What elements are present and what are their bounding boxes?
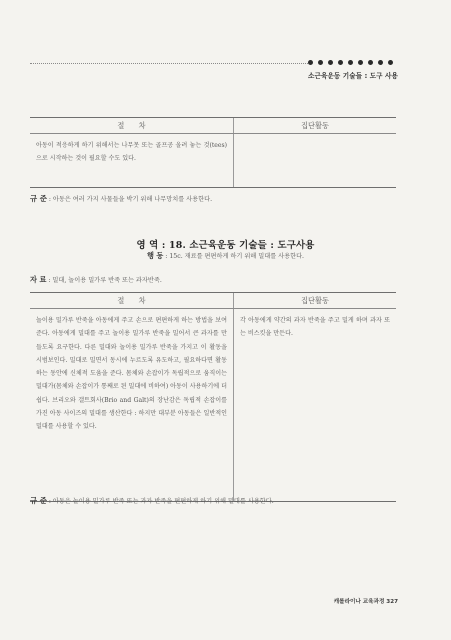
table-header-row: [30, 293, 396, 309]
table-body-row: [30, 134, 396, 187]
table-header-row: [30, 118, 396, 134]
behavior-label: 행 동: [146, 251, 164, 260]
area-label: 영 역: [136, 240, 159, 251]
procedure-column-header: 절 차: [117, 120, 146, 130]
behavior-text: : 15c. 재료를 편편하게 하기 위해 밀대를 사용한다.: [163, 253, 305, 260]
procedure-table-2: [30, 292, 396, 502]
criterion-line-2: [30, 495, 274, 506]
page-footer: 캐롤라이나 교육과정 327: [333, 599, 398, 605]
area-text: : 18. 소근육운동 기술들 : 도구사용: [158, 240, 315, 251]
table-body-row: [30, 309, 396, 501]
group-activity-column-header: 집단활동: [233, 293, 396, 308]
area-title: [0, 237, 451, 251]
running-header-title: 소근육운동 기술들 : 도구 사용: [308, 72, 398, 80]
procedure-text: 놀이용 밀가루 반죽을 아동에게 주고 손으로 편편하게 하는 방법을 보여준다. 아동에게 밀대를 주고 놀이용 밀가루 반죽을 밀어서 큰 과자를 만들도록 요구한다. 다른 밀대와 놀이용 밀가루 반죽을 가지고 이 활동을 시범보인다. 밀대로 밀면서 동시에 누르도록 유도하고, 필요하다면 활동하는 동안에 신체적 도움을 준다. 몸체와 손잡이가 독립적으로 움직이는 밀대가(몸체와 손잡이가 통째로 된 밀대에 비하여) 아동이 사용하기에 더 쉽다. 브리오와 갤트회사(Brio and Galt)의 장난감은 독립적 손잡이를 가진 아동 사이즈의 밀대를 생산한다 : 하지만 대부분 아동들은 일반적인 밀대를 사용할 수 있다.: [36, 317, 227, 431]
criterion-text: : 아동은 여러 가지 사물들을 박기 위해 나무망치를 사용한다.: [46, 196, 213, 203]
materials-line: [30, 275, 162, 285]
materials-label: 자 료: [30, 275, 47, 284]
behavior-line: [0, 251, 451, 261]
criterion-text: : 아동은 놀이용 밀가루 반죽 또는 과자 반죽을 편편하게 하기 위해 밀대를 사용한다.: [46, 498, 274, 505]
criterion-label: 규 준: [30, 496, 47, 505]
procedure-column-header: 절 차: [117, 295, 146, 305]
header-divider: [30, 63, 308, 64]
criterion-label: 규 준: [30, 194, 47, 203]
criterion-line-1: [30, 193, 212, 204]
procedure-table-1: [30, 117, 396, 188]
materials-text: : 밀대, 놀이용 밀가루 반죽 또는 과자반죽.: [46, 277, 162, 284]
group-activity-text: 각 아동에게 약간의 과자 반죽을 주고 밀게 하며 과자 또는 비스킷을 만든다.: [240, 317, 390, 338]
group-activity-column-header: 집단활동: [233, 118, 396, 133]
procedure-text: 아동이 적응하게 하기 위해서는 나무못 또는 골프공 올려 놓는 것(tees)으로 시작하는 것이 필요할 수도 있다.: [36, 142, 227, 163]
header-dot-ornament: [308, 60, 398, 66]
